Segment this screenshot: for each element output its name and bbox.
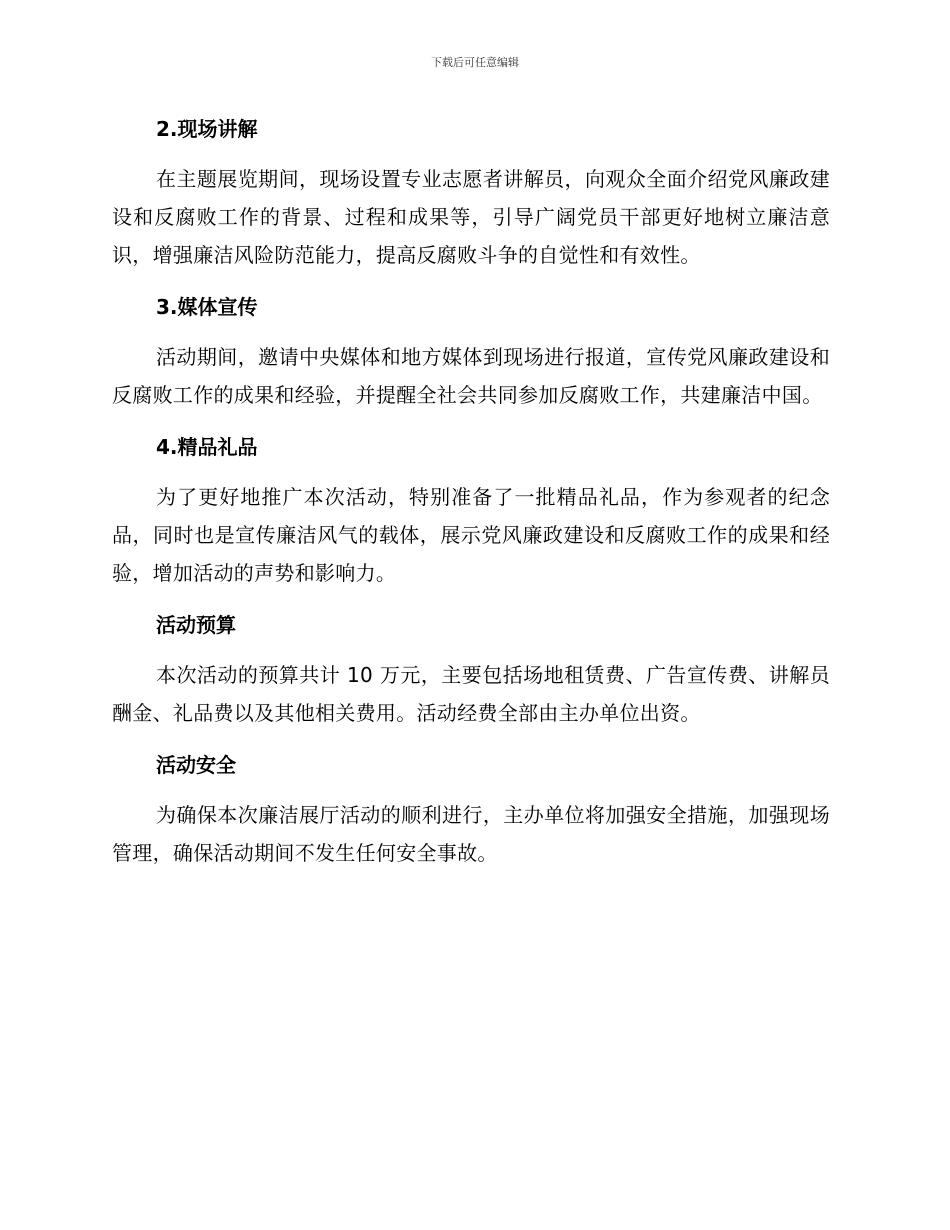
section-gifts xyxy=(112,430,830,592)
section-heading: 4.精品礼品 xyxy=(156,435,258,459)
section-onsite-explanation xyxy=(112,112,830,274)
section-heading: 活动安全 xyxy=(156,753,236,777)
section-budget xyxy=(112,608,830,732)
document-body xyxy=(112,112,830,888)
page-header-note: 下载后可任意编辑 xyxy=(431,56,519,69)
section-paragraph: 为确保本次廉洁展厅活动的顺利进行，主办单位将加强安全措施，加强现场管理，确保活动期间不发生任何安全事故。 xyxy=(112,803,830,865)
section-paragraph: 本次活动的预算共计 10 万元，主要包括场地租赁费、广告宣传费、讲解员酬金、礼品费以及其他相关费用。活动经费全部由主办单位出资。 xyxy=(112,663,830,725)
section-media-publicity xyxy=(112,290,830,414)
section-paragraph: 在主题展览期间，现场设置专业志愿者讲解员，向观众全面介绍党风廉政建设和反腐败工作的背景、过程和成果等，引导广阔党员干部更好地树立廉洁意识，增强廉洁风险防范能力，提高反腐败斗争的自觉性和有效性。 xyxy=(112,167,830,267)
section-paragraph: 活动期间，邀请中央媒体和地方媒体到现场进行报道，宣传党风廉政建设和反腐败工作的成果和经验，并提醒全社会共同参加反腐败工作，共建廉洁中国。 xyxy=(112,345,830,407)
section-heading: 2.现场讲解 xyxy=(156,117,258,141)
section-safety xyxy=(112,748,830,872)
section-heading: 3.媒体宣传 xyxy=(156,295,258,319)
section-paragraph: 为了更好地推广本次活动，特别准备了一批精品礼品，作为参观者的纪念品，同时也是宣传廉洁风气的载体，展示党风廉政建设和反腐败工作的成果和经验，增加活动的声势和影响力。 xyxy=(112,485,830,585)
section-heading: 活动预算 xyxy=(156,613,236,637)
